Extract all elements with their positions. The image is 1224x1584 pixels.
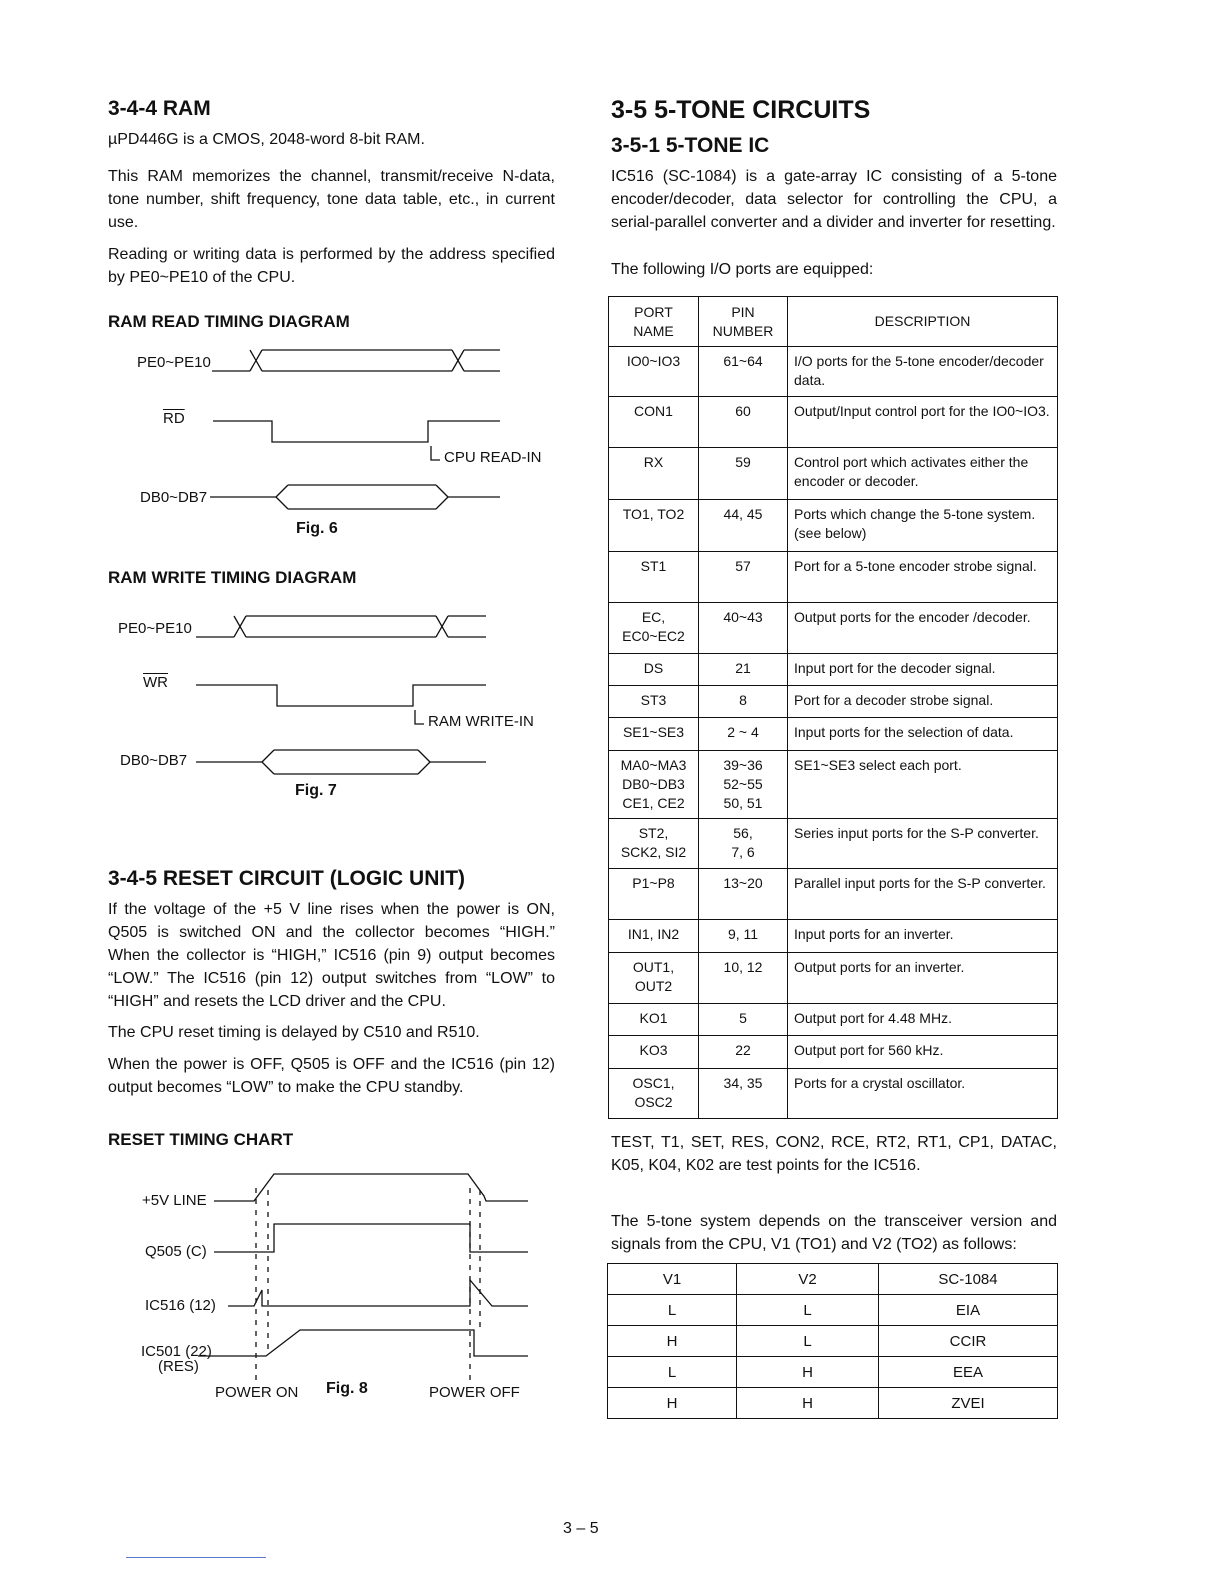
port-name: ST3 [609,686,699,718]
table-row [609,953,1058,1004]
signal-5v-label: +5V LINE [142,1192,207,1209]
table-row [609,603,1058,654]
port-description: SE1~SE3 select each port. [788,751,1058,819]
v1-value: L [608,1357,737,1388]
port-name: OSC1, OSC2 [609,1069,699,1119]
fig6-caption: Fig. 6 [296,520,338,537]
header-v2: V2 [737,1264,879,1295]
system-value: EEA [879,1357,1058,1388]
table-row [609,751,1058,819]
system-value: CCIR [879,1326,1058,1357]
port-name: SE1~SE3 [609,718,699,751]
table-row [609,397,1058,448]
ram-heading: 3-4-4 RAM [108,97,211,120]
table-row [608,1326,1058,1357]
port-description: Output ports for an inverter. [788,953,1058,1004]
port-name: ST2, SCK2, SI2 [609,819,699,869]
port-name: P1~P8 [609,869,699,920]
five-tone-heading: 3-5 5-TONE CIRCUITS [611,96,871,124]
pin-number: 21 [699,654,788,686]
pin-number: 60 [699,397,788,448]
pin-number: 34, 35 [699,1069,788,1119]
reset-paragraph-3: When the power is OFF, Q505 is OFF and the IC516 (pin 12) output becomes “LOW” to make the CPU standby. [108,1056,555,1096]
table-row [609,448,1058,500]
pin-number: 61~64 [699,347,788,397]
ram-paragraph-1: µPD446G is a CMOS, 2048-word 8-bit RAM. [108,131,425,148]
v1-value: L [608,1295,737,1326]
header-port-name: PORT NAME [609,297,699,347]
system-value: EIA [879,1295,1058,1326]
read-cpu-readin-label: CPU READ-IN [444,449,542,466]
write-data-label: DB0~DB7 [120,752,188,769]
pin-number: 39~36 52~55 50, 51 [699,751,788,819]
port-description: Output port for 560 kHz. [788,1036,1058,1069]
signal-q505-label: Q505 (C) [145,1243,207,1260]
pin-number: 57 [699,552,788,603]
port-name: IN1, IN2 [609,920,699,953]
pin-number: 40~43 [699,603,788,654]
v2-value: L [737,1295,879,1326]
read-rd-label: $\overline{RD}$ [163,410,185,427]
table-row [609,1004,1058,1036]
header-pin-number: PIN NUMBER [699,297,788,347]
pin-number: 59 [699,448,788,500]
v1-value: H [608,1326,737,1357]
page-number: 3 – 5 [563,1520,599,1537]
ram-paragraph-3: Reading or writing data is performed by the address specified by PE0~PE10 of the CPU. [108,246,555,286]
five-tone-paragraph-3: The 5-tone system depends on the transceiver version and signals from the CPU, V1 (TO1) and V2 (TO2) as follows: [611,1213,1057,1253]
port-description: Output port for 4.48 MHz. [788,1004,1058,1036]
footer-rule [126,1557,266,1558]
read-address-label: PE0~PE10 [137,354,211,371]
port-name: MA0~MA3 DB0~DB3 CE1, CE2 [609,751,699,819]
fig7-caption: Fig. 7 [295,782,337,799]
v2-value: L [737,1326,879,1357]
signal-res-label: (RES) [158,1358,199,1375]
ram-read-heading: RAM READ TIMING DIAGRAM [108,312,350,331]
port-description: Ports which change the 5-tone system. (see below) [788,500,1058,552]
v1-value: H [608,1388,737,1419]
table-row [609,500,1058,552]
port-name: KO1 [609,1004,699,1036]
table-row [609,718,1058,751]
pin-number: 13~20 [699,869,788,920]
five-tone-ic-heading: 3-5-1 5-TONE IC [611,134,770,157]
header-sc1084: SC-1084 [879,1264,1058,1295]
reset-paragraph-1: If the voltage of the +5 V line rises when the power is ON, Q505 is switched ON and the collector becomes “HIGH.” When the collector is “HIGH,” IC516 (pin 9) output becomes “LOW.” The IC516 (pin 12) output switches from “LOW” to “HIGH” and resets the LCD driver and the CPU. [108,901,555,1010]
port-description: Input ports for an inverter. [788,920,1058,953]
table-row [608,1388,1058,1419]
port-description: Port for a decoder strobe signal. [788,686,1058,718]
table-row [609,347,1058,397]
port-name: KO3 [609,1036,699,1069]
table-row [609,1036,1058,1069]
port-description: Input ports for the selection of data. [788,718,1058,751]
port-description: Control port which activates either the encoder or decoder. [788,448,1058,500]
port-description: Output ports for the encoder /decoder. [788,603,1058,654]
pin-number: 22 [699,1036,788,1069]
v2-value: H [737,1357,879,1388]
test-points-text: TEST, T1, SET, RES, CON2, RCE, RT2, RT1, CP1, DATAC, K05, K04, K02 are test points for the IC516. [611,1134,1057,1174]
read-data-label: DB0~DB7 [140,489,208,506]
five-tone-paragraph-2: The following I/O ports are equipped: [611,261,874,278]
table-row [609,552,1058,603]
port-description: Series input ports for the S-P converter. [788,819,1058,869]
power-off-label: POWER OFF [429,1384,520,1401]
port-name: CON1 [609,397,699,448]
pin-number: 2 ~ 4 [699,718,788,751]
pin-number: 56, 7, 6 [699,819,788,869]
reset-chart-heading: RESET TIMING CHART [108,1130,294,1149]
port-name: RX [609,448,699,500]
five-tone-paragraph-1: IC516 (SC-1084) is a gate-array IC consisting of a 5-tone encoder/decoder, data selector for controlling the CPU, a serial-parallel converter and a divider and inverter for resetting. [611,168,1057,231]
pin-number: 8 [699,686,788,718]
signal-ic501-label: IC501 (22) [141,1343,212,1360]
version-table [607,1263,1058,1419]
reset-timing-chart [0,0,560,1420]
signal-ic516-label: IC516 (12) [145,1297,216,1314]
table-row [609,1069,1058,1119]
table-row [609,686,1058,718]
port-name: ST1 [609,552,699,603]
port-description: Port for a 5-tone encoder strobe signal. [788,552,1058,603]
system-value: ZVEI [879,1388,1058,1419]
port-description: Parallel input ports for the S-P converter. [788,869,1058,920]
ram-write-heading: RAM WRITE TIMING DIAGRAM [108,568,357,587]
port-description: I/O ports for the 5-tone encoder/decoder data. [788,347,1058,397]
header-description: DESCRIPTION [788,297,1058,347]
table-row [609,869,1058,920]
pin-number: 10, 12 [699,953,788,1004]
write-ram-writein-label: RAM WRITE-IN [428,713,534,730]
table-row [609,819,1058,869]
port-description: Input port for the decoder signal. [788,654,1058,686]
power-on-label: POWER ON [215,1384,299,1401]
io-ports-table [608,296,1058,1119]
v2-value: H [737,1388,879,1419]
port-description: Ports for a crystal oscillator. [788,1069,1058,1119]
reset-paragraph-2: The CPU reset timing is delayed by C510 and R510. [108,1024,480,1041]
port-name: TO1, TO2 [609,500,699,552]
reset-heading: 3-4-5 RESET CIRCUIT (LOGIC UNIT) [108,867,466,890]
ram-paragraph-2: This RAM memorizes the channel, transmit/receive N-data, tone number, shift frequency, tone data table, etc., in current use. [108,168,555,231]
port-name: DS [609,654,699,686]
fig8-caption: Fig. 8 [326,1380,368,1397]
write-wr-label: $\overline{WR}$ [143,674,168,691]
pin-number: 9, 11 [699,920,788,953]
port-description: Output/Input control port for the IO0~IO3. [788,397,1058,448]
write-address-label: PE0~PE10 [118,620,192,637]
header-v1: V1 [608,1264,737,1295]
table-row [608,1295,1058,1326]
port-name: OUT1, OUT2 [609,953,699,1004]
table-row [608,1357,1058,1388]
pin-number: 44, 45 [699,500,788,552]
pin-number: 5 [699,1004,788,1036]
port-name: IO0~IO3 [609,347,699,397]
port-name: EC, EC0~EC2 [609,603,699,654]
table-row [609,654,1058,686]
table-row [609,920,1058,953]
